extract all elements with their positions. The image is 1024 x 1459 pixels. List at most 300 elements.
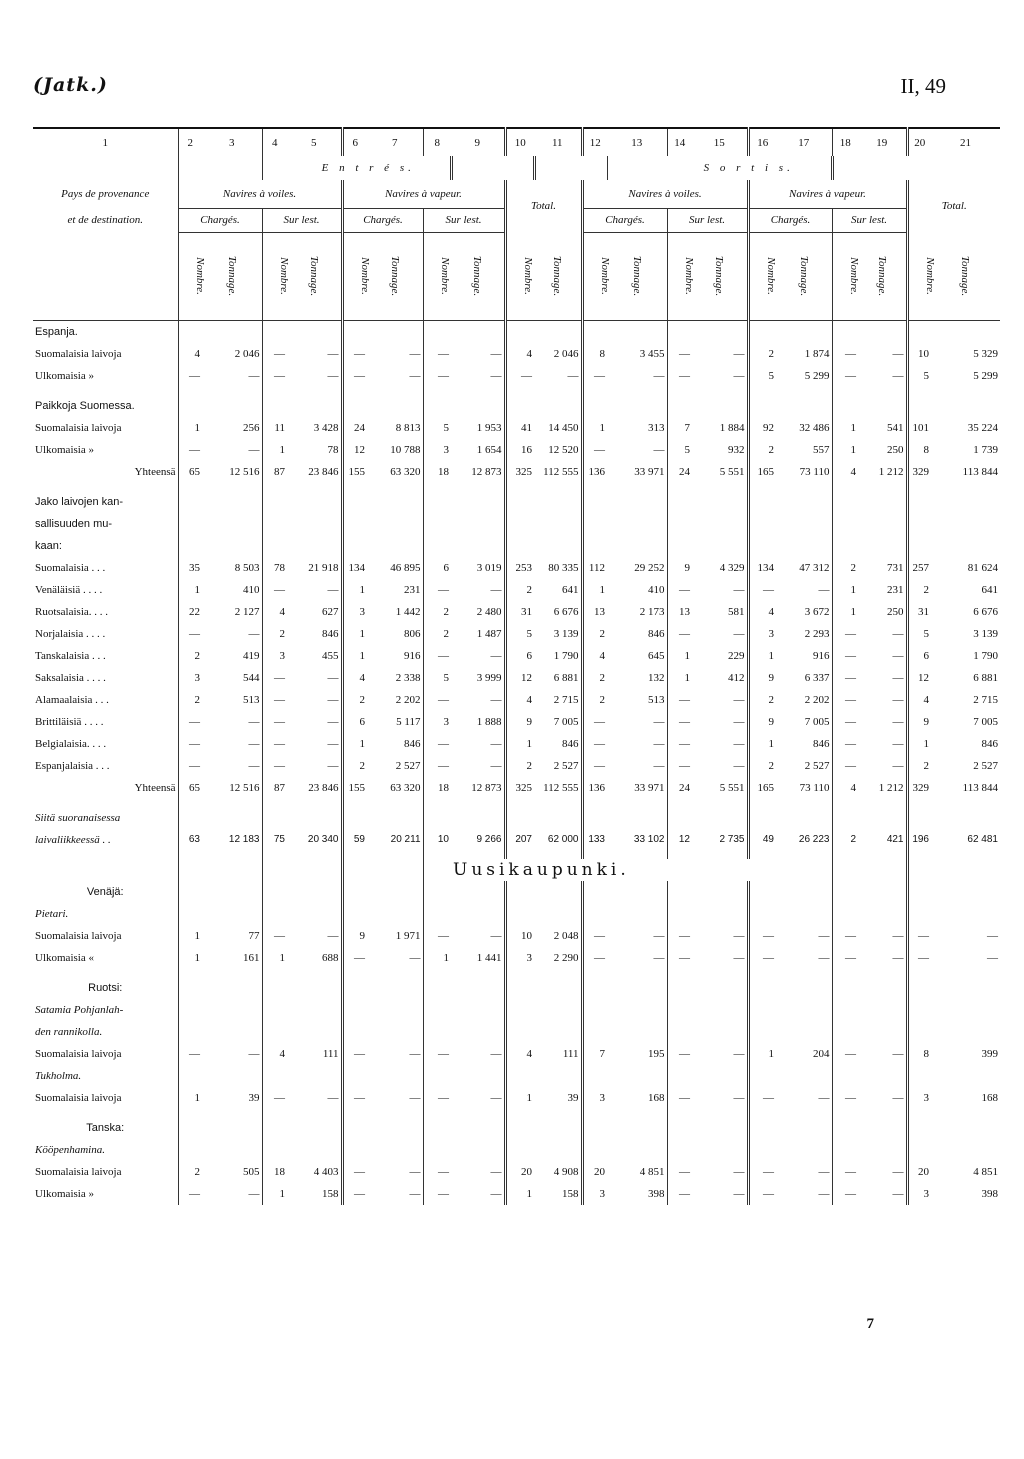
nombre-cell: — [423, 645, 451, 667]
tonnage-cell: 557 [813, 443, 830, 456]
tonnage-cell: — [327, 759, 339, 772]
nombre-cell: 41 [505, 417, 534, 439]
tonnage-cell: 932 [728, 443, 745, 456]
tonnage-cell: 256 [243, 421, 260, 434]
nombre-cell: 2 [748, 689, 776, 711]
tonnage-cell: — [409, 951, 421, 964]
nombre-cell: 1 [667, 645, 692, 667]
nombre-cell: — [582, 439, 607, 461]
tonnage-cell: 33 971 [634, 781, 665, 794]
row-label: Suomalaisia laivoja [35, 421, 122, 434]
row-label: Saksalaisia . . . . [35, 671, 106, 684]
nombre-cell: 18 [423, 777, 451, 799]
nombre-cell: — [178, 1183, 202, 1205]
tonnage-cell: 111 [562, 1047, 579, 1060]
nombre-label: Nombre. [682, 257, 695, 295]
tonnage-cell: 5 551 [719, 465, 745, 478]
tonnage-cell: — [818, 583, 830, 596]
nombre-cell: 3 [423, 711, 451, 733]
tonnage-cell: — [327, 583, 339, 596]
spacer-row [33, 483, 1000, 491]
nombre-cell: 4 [832, 461, 858, 483]
charges-label: Chargés. [178, 208, 262, 232]
nombre-cell: 3 [262, 645, 287, 667]
tonnage-cell: — [248, 1047, 260, 1060]
charges-label: Chargés. [748, 208, 832, 232]
tonnage-cell: 513 [243, 693, 260, 706]
nombre-cell: — [832, 623, 858, 645]
nombre-header [667, 232, 695, 320]
tonnage-cell: — [892, 369, 904, 382]
nombre-cell: — [748, 947, 776, 969]
nombre-cell: — [832, 343, 858, 365]
section-heading: kaan: [35, 539, 62, 552]
place-name: Pietari. [35, 907, 69, 920]
tonnage-cell: 3 672 [804, 605, 830, 618]
nombre-cell: 7 [582, 1043, 607, 1065]
nombre-cell: 4 [505, 343, 534, 365]
nombre-cell: 5 [907, 365, 931, 387]
column-number-row [33, 128, 1000, 156]
nombre-cell: 4 [262, 601, 287, 623]
nombre-cell: 1 [832, 601, 858, 623]
tonnage-cell: 20 211 [390, 834, 421, 845]
tonnage-header [692, 232, 748, 320]
tonnage-cell: 14 450 [548, 421, 579, 434]
nombre-cell: 257 [907, 557, 931, 579]
tonnage-cell: — [409, 1091, 421, 1104]
tonnage-cell: — [653, 951, 665, 964]
city-row [33, 1021, 1000, 1043]
nombre-cell: 3 [907, 1087, 931, 1109]
table-row [33, 733, 1000, 755]
nombre-cell: 196 [907, 829, 931, 851]
tonnage-cell: — [818, 1165, 830, 1178]
table-row [33, 1183, 1000, 1205]
city-row [33, 999, 1000, 1021]
tonnage-cell: — [490, 583, 502, 596]
col-number: 8 [423, 128, 451, 156]
tonnage-cell: — [653, 443, 665, 456]
col-number: 2 [178, 128, 202, 156]
spacer-row [33, 1109, 1000, 1117]
nombre-cell: — [262, 667, 287, 689]
tonnage-cell: 4 403 [313, 1165, 339, 1178]
tonnage-cell: 32 486 [799, 421, 830, 434]
tonnage-cell: 398 [648, 1187, 665, 1200]
tonnage-cell: — [490, 1091, 502, 1104]
nombre-label: Nombre. [438, 257, 451, 295]
tonnage-cell: — [892, 929, 904, 942]
tonnage-label: Tonnage. [875, 255, 888, 297]
tonnage-cell: — [892, 693, 904, 706]
nombre-cell: — [667, 1043, 692, 1065]
tonnage-cell: — [733, 369, 745, 382]
nombre-cell: 65 [178, 777, 202, 799]
nombre-cell: 78 [262, 557, 287, 579]
nombre-cell: — [832, 1043, 858, 1065]
nombre-cell: 2 [582, 689, 607, 711]
page-header-right: II, 49 [900, 74, 946, 98]
col-number: 14 [667, 128, 692, 156]
tonnage-cell: — [818, 1187, 830, 1200]
tonnage-cell: — [653, 737, 665, 750]
tonnage-cell: — [653, 929, 665, 942]
nombre-cell: 101 [907, 417, 931, 439]
nombre-cell: — [178, 1043, 202, 1065]
table-row [33, 365, 1000, 387]
nombre-cell: 1 [832, 417, 858, 439]
col-number: 18 [832, 128, 858, 156]
tonnage-cell: 4 908 [553, 1165, 579, 1178]
tonnage-cell: — [892, 671, 904, 684]
tonnage-cell: — [818, 1091, 830, 1104]
tonnage-cell: 12 183 [228, 834, 260, 845]
tonnage-cell: — [733, 759, 745, 772]
nombre-cell: 2 [262, 623, 287, 645]
nombre-cell: 329 [907, 461, 931, 483]
tonnage-cell: 4 329 [719, 561, 745, 574]
nombre-header [907, 232, 936, 320]
tonnage-cell: — [490, 693, 502, 706]
tonnage-cell: — [490, 929, 502, 942]
row-label: Suomalaisia laivoja [35, 1091, 122, 1104]
tonnage-cell: 8 813 [395, 421, 421, 434]
tonnage-cell: 231 [887, 583, 904, 596]
tonnage-label: Tonnage. [307, 255, 320, 297]
nombre-cell: 24 [342, 417, 367, 439]
tonnage-header [287, 232, 342, 320]
tonnage-cell: 6 881 [973, 671, 998, 684]
nombre-cell: 207 [505, 829, 534, 851]
nombre-cell: 2 [582, 667, 607, 689]
section-heading-row [33, 395, 1000, 417]
tonnage-cell: — [490, 347, 502, 360]
nombre-cell: — [342, 1087, 367, 1109]
nombre-label: Nombre. [764, 257, 777, 295]
tonnage-cell: 641 [562, 583, 579, 596]
tonnage-cell: 3 999 [476, 671, 502, 684]
tonnage-cell: — [409, 1047, 421, 1060]
tonnage-cell: — [733, 951, 745, 964]
col-number: 20 [907, 128, 931, 156]
tonnage-cell: 112 555 [543, 781, 579, 794]
nombre-cell: 2 [342, 755, 367, 777]
tonnage-cell: — [490, 649, 502, 662]
tonnage-cell: 7 005 [973, 715, 998, 728]
tonnage-cell: — [892, 627, 904, 640]
statistics-table [33, 127, 1000, 1205]
city-row [33, 1139, 1000, 1161]
tonnage-label: Tonnage. [630, 255, 643, 297]
tonnage-cell: 313 [648, 421, 665, 434]
nombre-cell: 1 [748, 1043, 776, 1065]
nombre-cell: 5 [907, 623, 931, 645]
nombre-cell: — [667, 1183, 692, 1205]
tonnage-cell: 2 527 [395, 759, 421, 772]
section-heading: Paikkoja Suomessa. [35, 399, 135, 412]
nombre-cell: — [667, 365, 692, 387]
tonnage-cell: — [327, 1091, 339, 1104]
note-row [33, 807, 1000, 829]
tonnage-cell: — [733, 1091, 745, 1104]
tonnage-cell: 2 527 [553, 759, 579, 772]
tonnage-cell: — [892, 649, 904, 662]
tonnage-header [776, 232, 832, 320]
tonnage-cell: — [892, 1165, 904, 1178]
col-number: 1 [33, 128, 178, 156]
nombre-cell: 1 [178, 579, 202, 601]
nombre-cell: 35 [178, 557, 202, 579]
place-name: Kööpenhamina. [35, 1143, 105, 1156]
tonnage-cell: 4 851 [639, 1165, 665, 1178]
nombre-cell: — [178, 439, 202, 461]
nombre-cell: 4 [505, 689, 534, 711]
tonnage-cell: — [733, 1047, 745, 1060]
nombre-cell: 2 [342, 689, 367, 711]
tonnage-cell: 1 888 [476, 715, 502, 728]
nombre-cell: — [423, 1043, 451, 1065]
tonnage-cell: 80 335 [548, 561, 579, 574]
nombre-cell: 2 [178, 689, 202, 711]
table-row [33, 439, 1000, 461]
nombre-cell: 9 [342, 925, 367, 947]
nombre-cell: — [423, 579, 451, 601]
nombre-label: Nombre. [193, 257, 206, 295]
tonnage-cell: 2 046 [234, 347, 260, 360]
nombre-cell: 2 [178, 645, 202, 667]
tonnage-cell: 2 202 [804, 693, 830, 706]
nombre-cell: — [262, 733, 287, 755]
nombre-cell: — [582, 733, 607, 755]
sortis-label: S o r t i s. [703, 162, 794, 174]
tonnage-label: Tonnage. [959, 255, 972, 296]
tonnage-cell: 2 735 [719, 834, 745, 845]
tonnage-header [858, 232, 907, 320]
nombre-cell: — [342, 1183, 367, 1205]
nombre-cell: 10 [505, 925, 534, 947]
nombre-cell: — [423, 1161, 451, 1183]
tonnage-cell: 3 455 [639, 347, 665, 360]
tonnage-cell: 2 173 [639, 605, 665, 618]
nombre-cell: 6 [505, 645, 534, 667]
nombre-cell: 65 [178, 461, 202, 483]
nombre-cell: 4 [342, 667, 367, 689]
nombre-cell: 1 [505, 1183, 534, 1205]
nombre-cell: 1 [262, 947, 287, 969]
tonnage-cell: — [733, 347, 745, 360]
spacer-row [33, 799, 1000, 807]
nombre-cell: — [423, 733, 451, 755]
voiles-label: Navires à voiles. [178, 180, 342, 208]
tonnage-cell: 2 293 [804, 627, 830, 640]
row-label: Ruotsalaisia. . . . [35, 605, 109, 618]
nombre-cell: — [667, 733, 692, 755]
tonnage-cell: 195 [648, 1047, 665, 1060]
nombre-cell: — [262, 579, 287, 601]
table-row [33, 417, 1000, 439]
page-header-left: (Jatk.) [33, 74, 108, 96]
surlest-label: Sur lest. [423, 208, 505, 232]
nombre-cell: 1 [832, 439, 858, 461]
nombre-cell: 1 [907, 733, 931, 755]
table-row [33, 1161, 1000, 1183]
tonnage-header [607, 232, 667, 320]
surlest-label: Sur lest. [832, 208, 907, 232]
nombre-cell: 1 [748, 645, 776, 667]
tonnage-cell: — [490, 1187, 502, 1200]
nombre-cell: — [178, 365, 202, 387]
row-label: Suomalaisia laivoja [35, 1047, 122, 1060]
nombre-cell: 4 [582, 645, 607, 667]
nombre-cell: — [423, 925, 451, 947]
tonnage-cell: 1 790 [553, 649, 579, 662]
nombre-cell: 3 [748, 623, 776, 645]
tonnage-cell: 1 874 [804, 347, 830, 360]
tonnage-cell: — [327, 929, 339, 942]
tonnage-cell: 63 320 [390, 465, 421, 478]
row-label: laivaliikkeessä . . [35, 833, 111, 846]
row-label: Yhteensä [134, 465, 176, 478]
tonnage-cell: 846 [562, 737, 579, 750]
tonnage-cell: 39 [567, 1091, 579, 1104]
row-label: Suomalaisia . . . [35, 561, 106, 574]
rotated-header-row [33, 232, 1000, 320]
tonnage-cell: — [409, 347, 421, 360]
row-label: Tanskalaisia . . . [35, 649, 106, 662]
tonnage-cell: 63 320 [390, 781, 421, 794]
tonnage-cell: — [327, 347, 339, 360]
tonnage-cell: — [733, 1165, 745, 1178]
nombre-cell: — [832, 1183, 858, 1205]
nombre-cell: 20 [907, 1161, 931, 1183]
tonnage-cell: 1 790 [973, 649, 998, 662]
table-row [33, 925, 1000, 947]
nombre-cell: — [582, 947, 607, 969]
nombre-cell: — [423, 343, 451, 365]
tonnage-cell: 688 [322, 951, 339, 964]
col-number: 19 [858, 128, 907, 156]
pays-label-2: et de destination. [67, 214, 143, 226]
col-number: 4 [262, 128, 287, 156]
nombre-cell: 133 [582, 829, 607, 851]
spacer-row [33, 969, 1000, 977]
row-label: Suomalaisia laivoja [35, 347, 122, 360]
table-row [33, 579, 1000, 601]
tonnage-cell: 6 337 [804, 671, 830, 684]
tonnage-cell: 8 503 [234, 561, 260, 574]
section-heading: Tanska: [86, 1121, 125, 1134]
col-number: 10 [505, 128, 534, 156]
nombre-cell: 2 [582, 623, 607, 645]
row-label: Brittiläisiä . . . . [35, 715, 104, 728]
row-label: Ulkomaisia » [35, 1187, 94, 1200]
tonnage-cell: 35 224 [967, 421, 998, 434]
nombre-cell: — [832, 365, 858, 387]
tonnage-header [451, 232, 505, 320]
tonnage-cell: — [987, 951, 998, 964]
tonnage-cell: 161 [243, 951, 260, 964]
row-label: Suomalaisia laivoja [35, 1165, 122, 1178]
tonnage-cell: 846 [322, 627, 339, 640]
tonnage-cell: 168 [648, 1091, 665, 1104]
tonnage-cell: 505 [243, 1165, 260, 1178]
nombre-cell: — [262, 365, 287, 387]
nombre-label: Nombre. [598, 257, 611, 295]
nombre-cell: 2 [178, 1161, 202, 1183]
nombre-cell: 75 [262, 829, 287, 851]
nombre-cell: 1 [582, 417, 607, 439]
table-row [33, 645, 1000, 667]
tonnage-cell: — [892, 951, 904, 964]
nombre-cell: 1 [667, 667, 692, 689]
tonnage-cell: 12 516 [229, 781, 260, 794]
tonnage-cell: — [327, 693, 339, 706]
tonnage-cell: 20 340 [307, 834, 339, 845]
col-number: 15 [692, 128, 748, 156]
nombre-cell: — [748, 1161, 776, 1183]
tonnage-cell: 5 551 [719, 781, 745, 794]
tonnage-cell: 62 000 [547, 834, 579, 845]
tonnage-cell: 6 881 [553, 671, 579, 684]
voiles-label: Navires à voiles. [582, 180, 748, 208]
nombre-cell: — [832, 645, 858, 667]
section-heading: Venäjä: [86, 885, 124, 898]
nombre-cell: — [748, 1183, 776, 1205]
tonnage-cell: — [892, 759, 904, 772]
tonnage-cell: 3 139 [973, 627, 998, 640]
nombre-cell: 2 [748, 439, 776, 461]
nombre-cell: 3 [582, 1087, 607, 1109]
nombre-cell: — [748, 925, 776, 947]
nombre-cell: — [667, 689, 692, 711]
nombre-cell: — [342, 1043, 367, 1065]
tonnage-cell: 47 312 [799, 561, 830, 574]
tonnage-label: Tonnage. [551, 255, 564, 296]
tonnage-cell: 846 [813, 737, 830, 750]
nombre-cell: 1 [505, 1087, 534, 1109]
section-heading-row [33, 977, 1000, 999]
nombre-cell: 165 [748, 777, 776, 799]
tonnage-cell: 627 [322, 605, 339, 618]
tonnage-cell: 12 873 [471, 465, 502, 478]
nombre-cell: 12 [907, 667, 931, 689]
nombre-cell: 155 [342, 461, 367, 483]
nombre-cell: 1 [178, 947, 202, 969]
nombre-cell: 2 [423, 623, 451, 645]
tonnage-cell: — [248, 369, 260, 382]
table-row [33, 777, 1000, 799]
row-label: Suomalaisia laivoja [35, 929, 122, 942]
nombre-cell: 5 [423, 417, 451, 439]
nombre-cell: 1 [178, 417, 202, 439]
tonnage-cell: 2 480 [476, 605, 502, 618]
tonnage-cell: 12 520 [548, 443, 579, 456]
tonnage-cell: — [490, 759, 502, 772]
table-row [33, 343, 1000, 365]
tonnage-header [202, 232, 262, 320]
tonnage-cell: — [248, 759, 260, 772]
nombre-cell: 253 [505, 557, 534, 579]
tonnage-header [367, 232, 423, 320]
place-name: Satamia Pohjanlah- [35, 1003, 124, 1016]
section-heading: Jako laivojen kan- [35, 495, 124, 508]
nombre-cell: 2 [423, 601, 451, 623]
tonnage-cell: 544 [243, 671, 260, 684]
section-heading: Ruotsi: [88, 981, 123, 994]
tonnage-cell: 731 [887, 561, 904, 574]
nombre-cell: — [505, 365, 534, 387]
